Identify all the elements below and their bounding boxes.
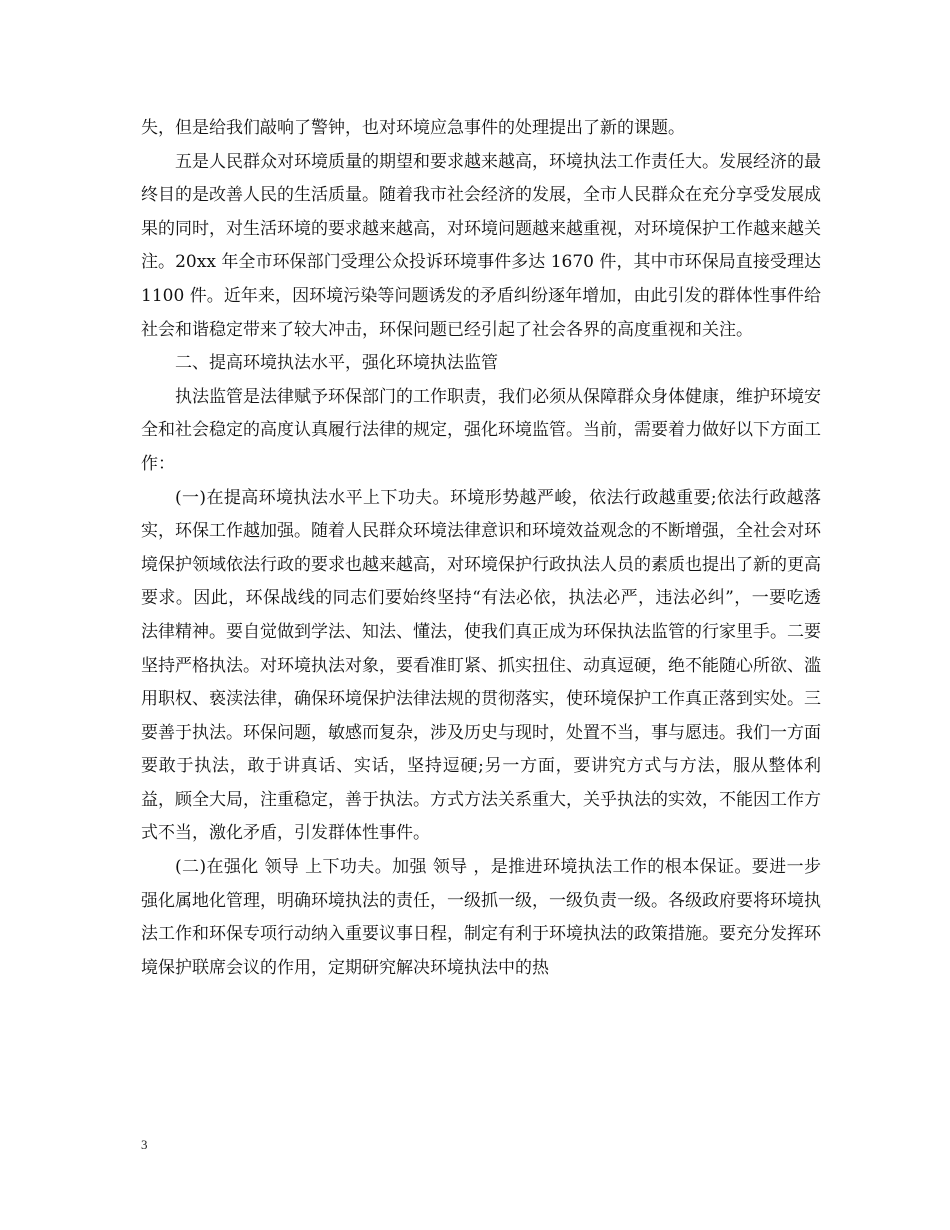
section-heading-two: 二、提高环境执法水平，强化环境执法监管 [175, 353, 498, 374]
paragraph-item-two: (二)在强化 领导 上下功夫。加强 领导 ，是推进环境执法工作的根本保证。要进一步强化属地化管理，明确环境执法的责任，一级抓一级，一级负责一级。各级政府要将环境执法工作和环保专项行动纳入重要议事日程，制定有利于环境执法的政策措施。要充分发挥环境保护联席会议的作用，定期研究解决环境执法中的热 [141, 857, 821, 978]
page-number: 3 [141, 1137, 148, 1152]
paragraph-continuation: 失，但是给我们敲响了警钟，也对环境应急事件的处理提出了新的课题。 [141, 118, 685, 138]
paragraph-supervision-intro: 执法监管是法律赋予环保部门的工作职责，我们必须从保障群众身体健康，维护环境安全和社会稳定的高度认真履行法律的规定，强化环境监管。当前，需要着力做好以下方面工作： [141, 386, 821, 474]
paragraph-point-five: 五是人民群众对环境质量的期望和要求越来越高，环境执法工作责任大。发展经济的最终目的是改善人民的生活质量。随着我市社会经济的发展，全市人民群众在充分享受发展成果的同时，对生活环境的要求越来越高，对环境问题越来越重视，对环境保护工作越来越关注。20xx 年全市环保部门受理公众投诉环境事件多达 1670 件，其中市环保局直接受理达 1100 件。近年来，因环境污染等问题诱发的矛盾纠纷逐年增加，由此引发的群体性事件给社会和谐稳定带来了较大冲击，环保问题已经引起了社会各界的高度重视和关注。 [141, 151, 821, 340]
document-body [141, 112, 821, 985]
paragraph-item-one: (一)在提高环境执法水平上下功夫。环境形势越严峻，依法行政越重要;依法行政越落实，环保工作越加强。随着人民群众环境法律意识和环境效益观念的不断增强，全社会对环境保护领域依法行政的要求也越来越高，对环境保护行政执法人员的素质也提出了新的更高要求。因此，环保战线的同志们要始终坚持“有法必依，执法必严，违法必纠”，一要吃透法律精神。要自觉做到学法、知法、懂法，使我们真正成为环保执法监管的行家里手。二要坚持严格执法。对环境执法对象，要看准盯紧、抓实扭住、动真逗硬，绝不能随心所欲、滥用职权、亵渎法律，确保环境保护法律法规的贯彻落实，使环境保护工作真正落到实处。三要善于执法。环保问题，敏感而复杂，涉及历史与现时，处置不当，事与愿违。我们一方面要敢于执法，敢于讲真话、实话，坚持逗硬;另一方面，要讲究方式与方法，服从整体利益，顾全大局，注重稳定，善于执法。方式方法关系重大，关乎执法的实效，不能因工作方式不当，激化矛盾，引发群体性事件。 [141, 487, 821, 844]
